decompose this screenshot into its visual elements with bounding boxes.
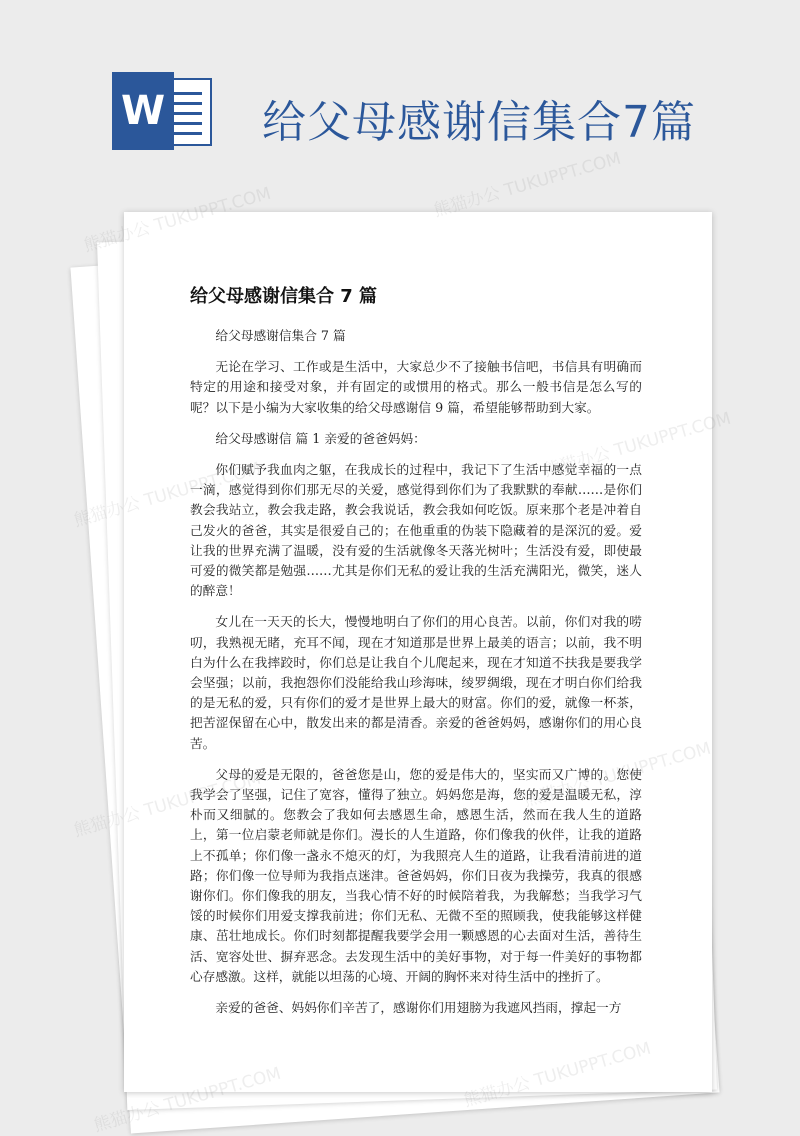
watermark-text: 熊猫办公 TUKUPPT.COM bbox=[81, 183, 274, 257]
document-title: 给父母感谢信集合 7 篇 bbox=[190, 286, 378, 307]
paragraph: 你们赋予我血肉之躯，在我成长的过程中，我记下了生活中感觉幸福的一点一滴，感觉得到你们那无尽的关爱，感觉得到你们为了我默默的奉献……是你们教会我站立，教会我走路，教会我说话，教会我如何吃饭。原来那个老是冲着自己发火的爸爸，其实是很爱自己的；在他重重的伪装下隐藏着的是深沉的爱。爱让我的世界充满了温暖，没有爱的生活就像冬天落光树叶；生活没有爱，即使最可爱的微笑都是勉强……尤其是你们无私的爱让我的生活充满阳光，微笑，迷人的醉意！ bbox=[190, 462, 642, 599]
paragraph: 女儿在一天天的长大，慢慢地明白了你们的用心良苦。以前，你们对我的唠叨，我熟视无睹，充耳不闻，现在才知道那是世界上最美的语言；以前，我不明白为什么在我摔跤时，你们总是让我自个儿爬起来，现在才知道不扶我是要我学会坚强；以前，我抱怨你们没能给我山珍海味，绫罗绸缎，现在才明白你们给我的是无私的爱，只有你们的爱才是世界上最大的财富。你们的爱，就像一杯茶，把苦涩保留在心中，散发出来的都是清香。亲爱的爸爸妈妈，感谢你们的用心良苦。 bbox=[190, 614, 642, 751]
watermark-text: 熊猫办公 bbox=[91, 1098, 163, 1136]
paragraph: 父母的爱是无限的，爸爸您是山，您的爱是伟大的，坚实而又广博的。您使我学会了坚强，记住了宽容，懂得了独立。妈妈您是海，您的爱是温暖无私，淳朴而又细腻的。您教会了我如何去感恩生命，感恩生活，然而在我人生的道路上，第一位启蒙老师就是你们。漫长的人生道路，你们像我的伙伴，让我的道路上不孤单；你们像一盏永不熄灭的灯，为我照亮人生的道路，让我看清前进的道路；你们像一位导师为我指点迷津。爸爸妈妈，你们日夜为我操劳，我真的很感谢你们。你们像我的朋友，当我心情不好的时候陪着我，为我解愁；当我学习气馁的时候你们用爱支撑我前进；你们无私、无微不至的照顾我，使我能够这样健康、茁壮地成长。你们时刻都提醒我要学会用一颗感恩的心去面对生活，善待生活、宽容处世、摒弃恶念。去发现生活中的美好事物，对于每一件美好的事物都心存感激。这样，就能以坦荡的心境、开阔的胸怀来对待生活中的挫折了。 bbox=[190, 766, 642, 984]
paragraph: 给父母感谢信集合 7 篇 bbox=[215, 328, 346, 343]
document-body bbox=[190, 326, 642, 1029]
watermark-text: 熊猫办公 bbox=[71, 803, 143, 842]
paragraph: 给父母感谢信 篇 1 亲爱的爸爸妈妈： bbox=[215, 430, 426, 446]
paragraph: 无论在学习、工作或是生活中，大家总少不了接触书信吧，书信具有明确而特定的用途和接受对象，并有固定的或惯用的格式。那么一般书信是怎么写的呢？以下是小编为大家收集的给父母感谢信 9 篇，希望能够帮助到大家。 bbox=[190, 359, 642, 415]
word-logo-letter: W bbox=[112, 72, 174, 150]
banner bbox=[0, 0, 800, 205]
banner-title: 给父母感谢信集合7篇 bbox=[262, 97, 696, 148]
document-page bbox=[124, 212, 712, 1092]
paragraph: 亲爱的爸爸、妈妈你们辛苦了，感谢你们用翅膀为我遮风挡雨，撑起一方 bbox=[215, 1000, 622, 1016]
watermark-text: 熊猫办公 TUKUPPT.COM bbox=[431, 148, 624, 222]
word-document-icon bbox=[112, 72, 216, 150]
